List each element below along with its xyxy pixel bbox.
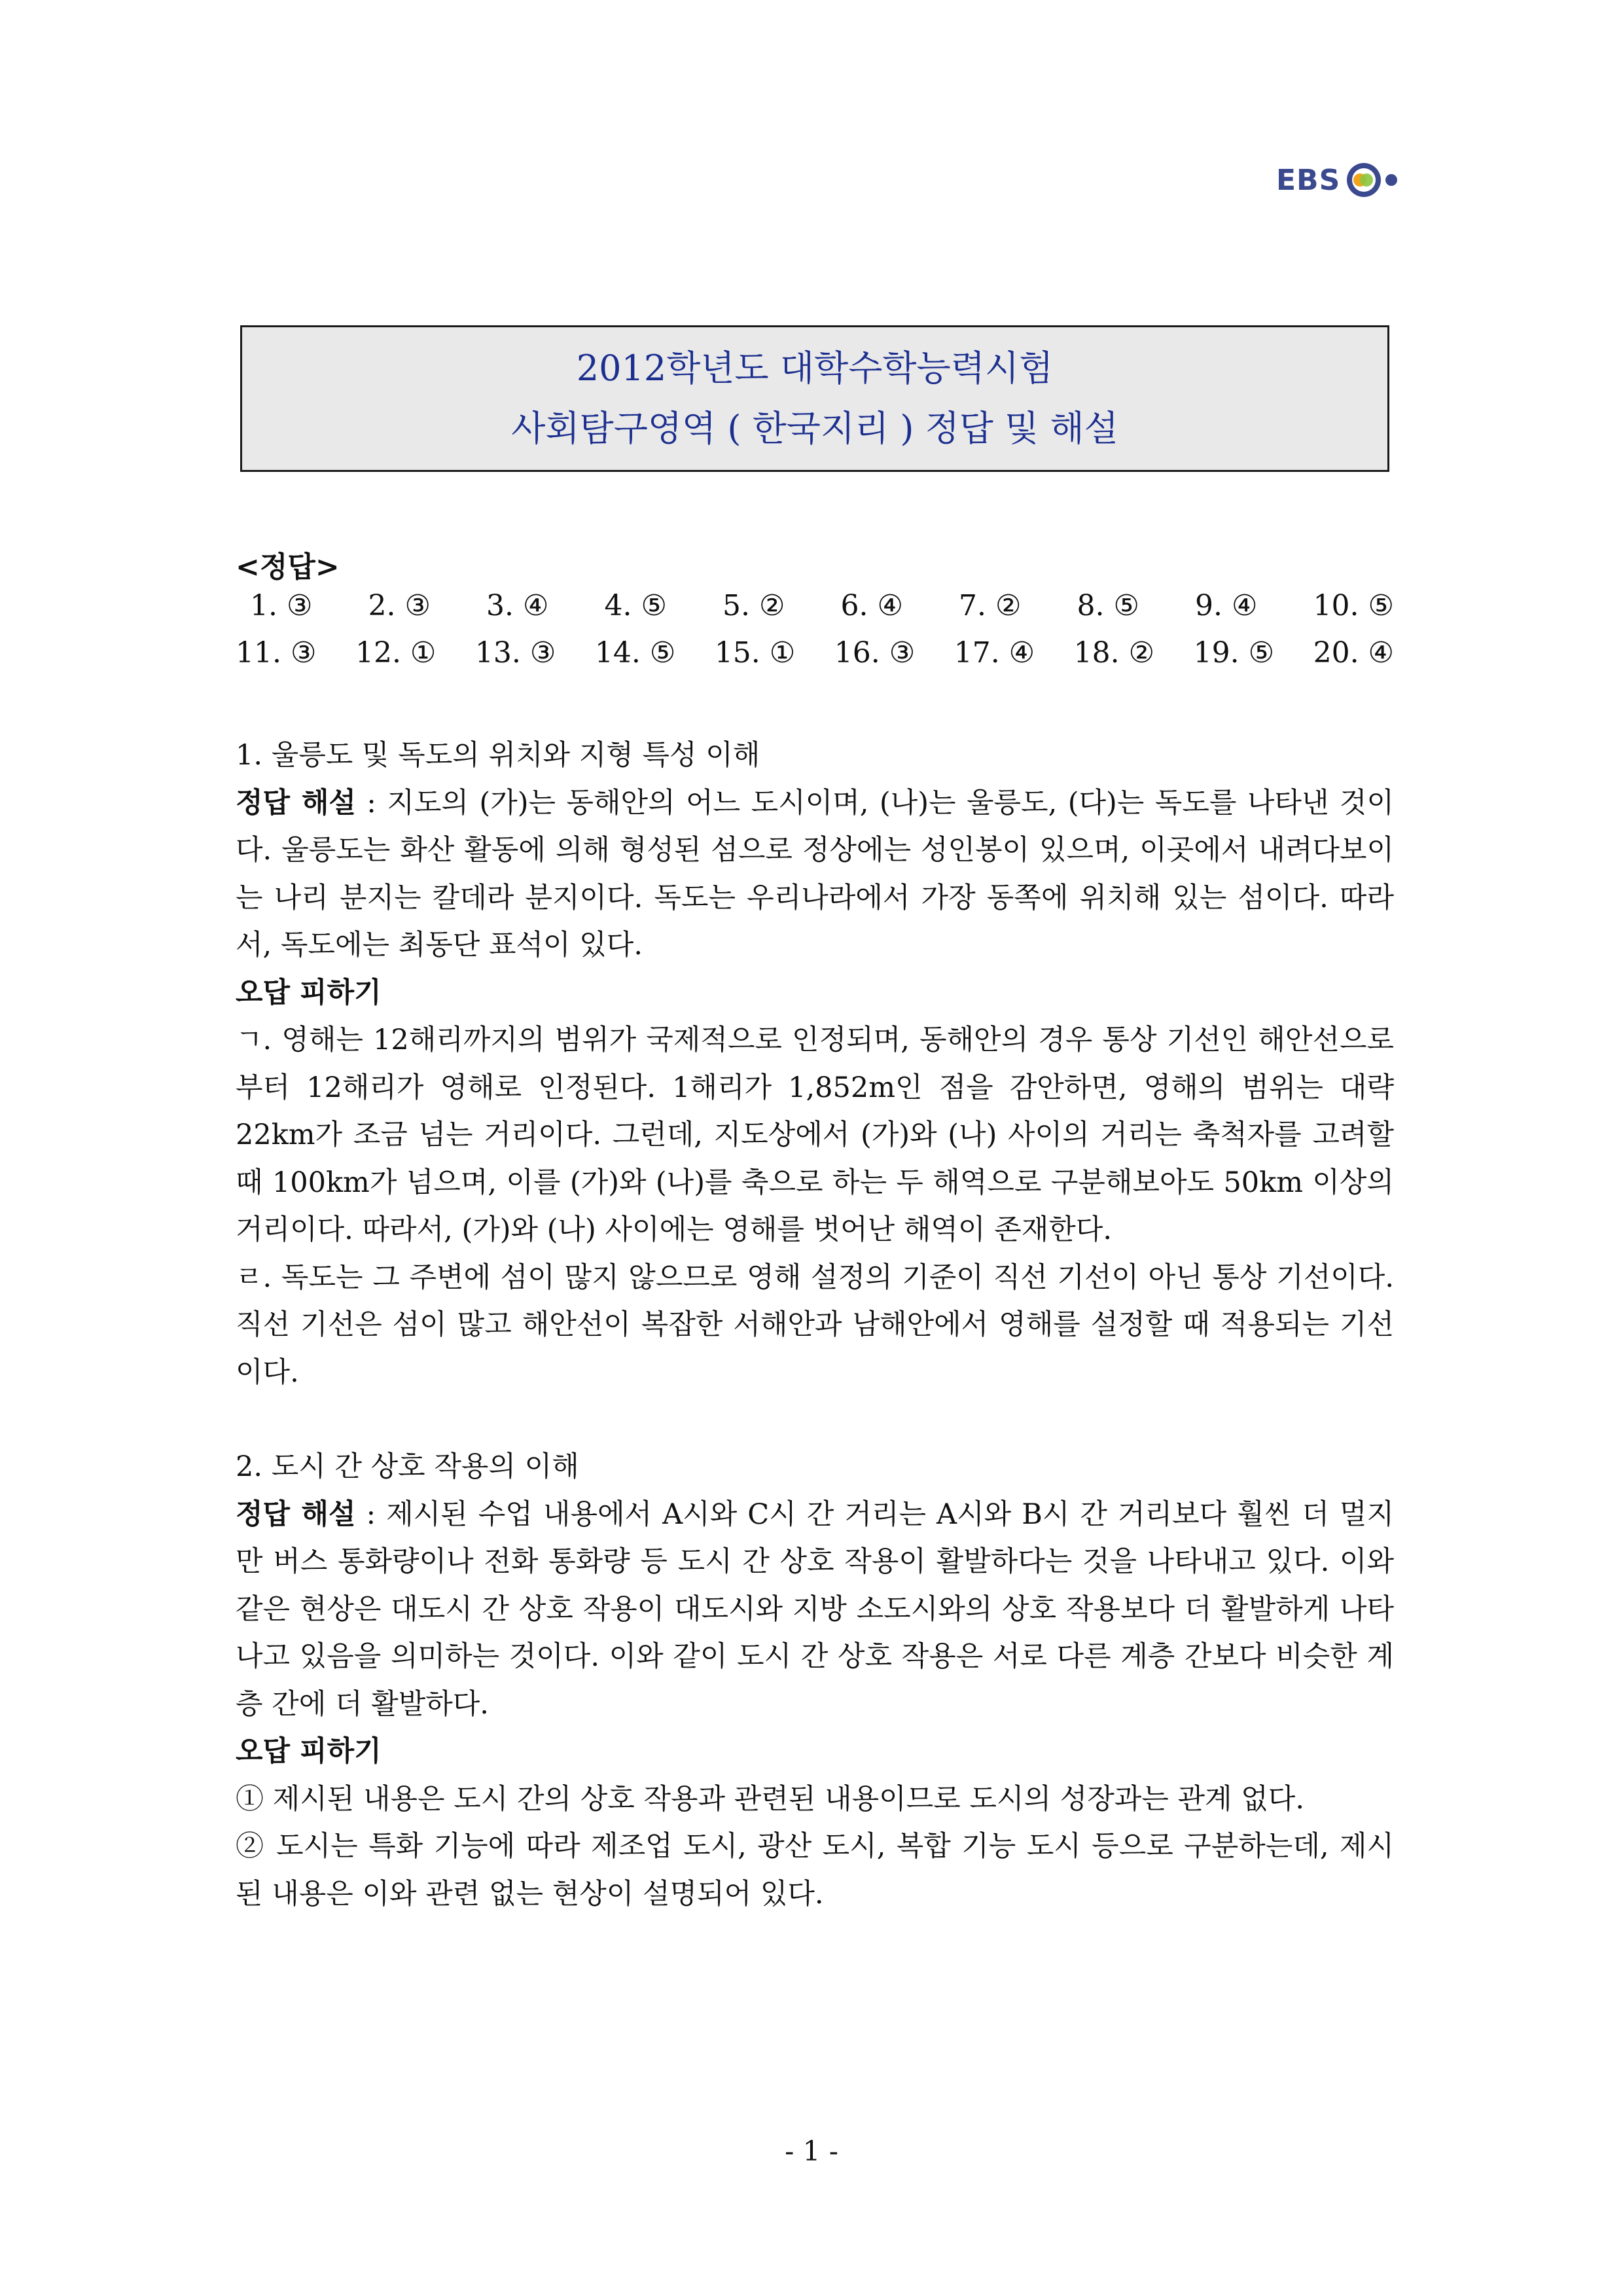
answer-item: 1. ③ xyxy=(250,589,313,622)
ebs-logo xyxy=(1276,154,1400,206)
q2-answer-text: : 제시된 수업 내용에서 A시와 C시 간 거리는 A시와 B시 간 거리보다 훨씬 더 멀지만 버스 통화량이나 전화 통화량 등 도시 간 상호 작용이 활발하다는 것을 나타내고 있다. 이와 같은 현상은 대도시 간 상호 작용이 대도시와 지방 소도시와의 상호 작용보다 더 활발하게 나타나고 있음을 의미하는 것이다. 이와 같이 도시 간 상호 작용은 서로 다른 계층 간보다 비슷한 계층 간에 더 활발하다. xyxy=(236,1498,1394,1721)
answer-item: 13. ③ xyxy=(474,636,556,670)
answer-item: 19. ⑤ xyxy=(1193,636,1275,670)
title-box xyxy=(240,325,1389,472)
answer-item: 10. ⑤ xyxy=(1313,589,1394,622)
title-line-1: 2012학년도 대학수학능력시험 xyxy=(576,348,1054,389)
answer-item: 4. ⑤ xyxy=(604,589,667,622)
ebs-logo-text: EBS xyxy=(1276,163,1341,197)
answer-row-2 xyxy=(236,636,1394,670)
page-number: - 1 - xyxy=(785,2135,838,2167)
answer-item: 18. ② xyxy=(1073,636,1155,670)
q1-avoid-item-2: ㄹ. 독도는 그 주변에 섬이 많지 않으므로 영해 설정의 기준이 직선 기선이 아닌 통상 기선이다. 직선 기선은 섬이 많고 해안선이 복잡한 서해안과 남해안에서 영해를 설정할 때 적용되는 기선이다. xyxy=(236,1261,1394,1389)
q1-answer-label: 정답 해설 xyxy=(236,786,356,819)
answer-item: 8. ⑤ xyxy=(1077,589,1139,622)
answers-heading: <정답> xyxy=(236,550,340,584)
answer-item: 2. ③ xyxy=(368,589,431,622)
explanation-body xyxy=(236,732,1394,1918)
q2-avoid-label: 오답 피하기 xyxy=(236,1735,382,1768)
q1-avoid-label: 오답 피하기 xyxy=(236,976,382,1009)
answer-item: 7. ② xyxy=(959,589,1022,622)
q2-avoid-item-2: ② 도시는 특화 기능에 따라 제조업 도시, 광산 도시, 복합 기능 도시 등으로 구분하는데, 제시된 내용은 이와 관련 없는 현상이 설명되어 있다. xyxy=(236,1830,1394,1910)
answer-item: 5. ② xyxy=(722,589,785,622)
answer-item: 15. ① xyxy=(714,636,796,670)
q2-answer-label: 정답 해설 xyxy=(236,1498,356,1531)
answer-item: 6. ④ xyxy=(840,589,903,622)
answer-item: 14. ⑤ xyxy=(594,636,676,670)
q2-answer-paragraph xyxy=(236,1491,1394,1729)
title-line-2: 사회탐구영역 ( 한국지리 ) 정답 및 해설 xyxy=(511,408,1118,449)
q1-title: 1. 울릉도 및 독도의 위치와 지형 특성 이해 xyxy=(236,739,760,772)
q1-avoid-item-1: ㄱ. 영해는 12해리까지의 범위가 국제적으로 인정되며, 동해안의 경우 통상 기선인 해안선으로부터 12해리가 영해로 인정된다. 1해리가 1,852m인 점을 감안하면, 영해의 범위는 대략 22km가 조금 넘는 거리이다. 그런데, 지도상에서 (가)와 (나) 사이의 거리는 축척자를 고려할 때 100km가 넘으며, 이를 (가)와 (나)를 축으로 하는 두 해역으로 구분해보아도 50km 이상의 거리이다. 따라서, (가)와 (나) 사이에는 영해를 벗어난 해역이 존재한다. xyxy=(236,1024,1394,1246)
answer-item: 11. ③ xyxy=(236,636,317,670)
answer-item: 3. ④ xyxy=(486,589,549,622)
answer-item: 12. ① xyxy=(355,636,437,670)
q1-answer-text: : 지도의 (가)는 동해안의 어느 도시이며, (나)는 울릉도, (다)는 독도를 나타낸 것이다. 울릉도는 화산 활동에 의해 형성된 섬으로 정상에는 성인봉이 있으며, 이곳에서 내려다보이는 나리 분지는 칼데라 분지이다. 독도는 우리나라에서 가장 동쪽에 위치해 있는 섬이다. 따라서, 독도에는 최동단 표석이 있다. xyxy=(236,786,1395,961)
answer-item: 20. ④ xyxy=(1313,636,1394,670)
q1-answer-paragraph xyxy=(236,780,1394,969)
section-gap xyxy=(236,1396,1394,1443)
q2-title: 2. 도시 간 상호 작용의 이해 xyxy=(236,1450,579,1483)
ebs-circle-logo-icon xyxy=(1344,160,1399,200)
answer-item: 16. ③ xyxy=(834,636,916,670)
q2-avoid-item-1: ① 제시된 내용은 도시 간의 상호 작용과 관련된 내용이므로 도시의 성장과는 관계 없다. xyxy=(236,1782,1304,1816)
answer-item: 9. ④ xyxy=(1195,589,1258,622)
answer-row-1 xyxy=(236,589,1394,622)
answer-item: 17. ④ xyxy=(954,636,1035,670)
